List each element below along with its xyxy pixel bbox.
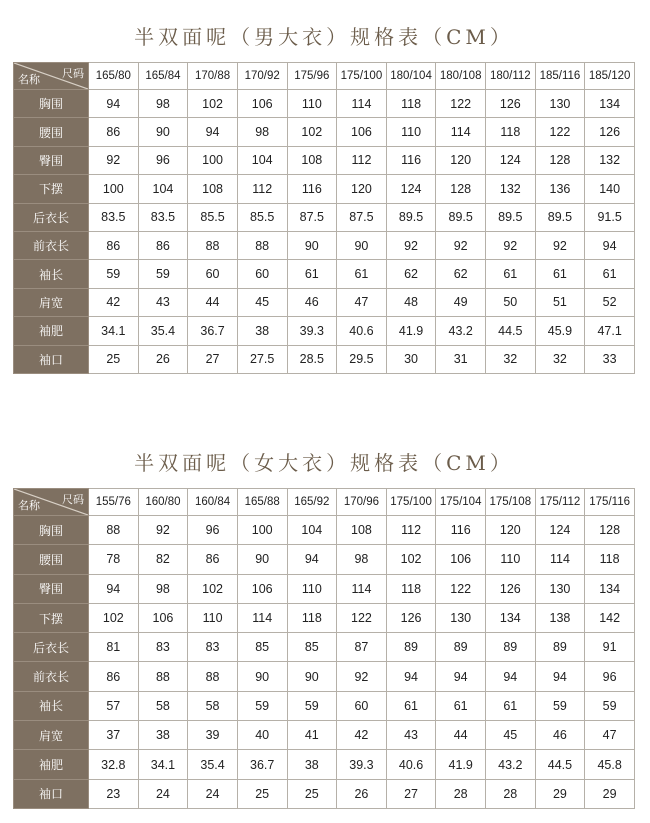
measurement-value: 134 — [585, 90, 635, 118]
measurement-value: 114 — [535, 545, 585, 574]
measurement-name: 后衣长 — [14, 203, 89, 231]
measurement-value: 89 — [486, 633, 536, 662]
measurement-value: 44.5 — [486, 317, 536, 345]
table-row — [14, 231, 635, 259]
measurement-value: 37 — [89, 721, 139, 750]
measurement-value: 25 — [89, 345, 139, 373]
size-header: 175/104 — [436, 489, 486, 516]
measurement-value: 128 — [436, 175, 486, 203]
measurement-value: 122 — [436, 574, 486, 603]
measurement-value: 118 — [386, 574, 436, 603]
measurement-value: 102 — [287, 118, 337, 146]
table-row — [14, 118, 635, 146]
measurement-value: 32 — [486, 345, 536, 373]
corner-name-label: 名称 — [18, 73, 40, 86]
measurement-value: 122 — [337, 603, 387, 632]
measurement-value: 92 — [386, 231, 436, 259]
measurement-value: 59 — [535, 691, 585, 720]
measurement-value: 124 — [486, 146, 536, 174]
measurement-value: 88 — [237, 231, 287, 259]
measurement-value: 124 — [535, 516, 585, 545]
measurement-value: 35.4 — [138, 317, 188, 345]
measurement-value: 43 — [386, 721, 436, 750]
measurement-value: 96 — [585, 662, 635, 691]
measurement-value: 43 — [138, 288, 188, 316]
measurement-value: 40 — [237, 721, 287, 750]
measurement-value: 33 — [585, 345, 635, 373]
measurement-value: 116 — [287, 175, 337, 203]
measurement-name: 袖长 — [14, 691, 89, 720]
measurement-name: 肩宽 — [14, 721, 89, 750]
measurement-value: 45 — [486, 721, 536, 750]
size-header: 180/112 — [486, 63, 536, 90]
table-row — [14, 750, 635, 779]
measurement-name: 袖口 — [14, 779, 89, 808]
measurement-value: 62 — [386, 260, 436, 288]
size-header: 165/80 — [89, 63, 139, 90]
table-row — [14, 603, 635, 632]
measurement-value: 138 — [535, 603, 585, 632]
measurement-value: 38 — [138, 721, 188, 750]
measurement-value: 118 — [386, 90, 436, 118]
measurement-value: 132 — [585, 146, 635, 174]
size-header: 165/84 — [138, 63, 188, 90]
measurement-value: 110 — [287, 574, 337, 603]
measurement-value: 102 — [89, 603, 139, 632]
measurement-value: 58 — [138, 691, 188, 720]
measurement-value: 34.1 — [138, 750, 188, 779]
measurement-value: 61 — [585, 260, 635, 288]
measurement-value: 91.5 — [585, 203, 635, 231]
measurement-name: 腰围 — [14, 545, 89, 574]
measurement-value: 29.5 — [337, 345, 387, 373]
measurement-value: 86 — [89, 662, 139, 691]
measurement-value: 130 — [535, 574, 585, 603]
measurement-value: 90 — [287, 231, 337, 259]
measurement-value: 126 — [386, 603, 436, 632]
measurement-value: 86 — [188, 545, 238, 574]
measurement-value: 122 — [436, 90, 486, 118]
size-header: 185/120 — [585, 63, 635, 90]
measurement-value: 142 — [585, 603, 635, 632]
measurement-value: 45.9 — [535, 317, 585, 345]
measurement-value: 60 — [188, 260, 238, 288]
measurement-value: 62 — [436, 260, 486, 288]
measurement-name: 下摆 — [14, 603, 89, 632]
measurement-value: 42 — [337, 721, 387, 750]
measurement-value: 27.5 — [237, 345, 287, 373]
measurement-value: 92 — [138, 516, 188, 545]
measurement-value: 41 — [287, 721, 337, 750]
measurement-value: 104 — [287, 516, 337, 545]
size-header: 180/108 — [436, 63, 486, 90]
measurement-value: 130 — [436, 603, 486, 632]
measurement-value: 94 — [486, 662, 536, 691]
measurement-value: 39 — [188, 721, 238, 750]
measurement-value: 116 — [436, 516, 486, 545]
measurement-value: 108 — [287, 146, 337, 174]
measurement-value: 26 — [337, 779, 387, 808]
measurement-name: 肩宽 — [14, 288, 89, 316]
table-row — [14, 260, 635, 288]
measurement-value: 61 — [535, 260, 585, 288]
size-header: 160/84 — [188, 489, 238, 516]
measurement-value: 90 — [287, 662, 337, 691]
measurement-value: 140 — [585, 175, 635, 203]
measurement-value: 114 — [337, 574, 387, 603]
measurement-value: 130 — [535, 90, 585, 118]
measurement-value: 85.5 — [188, 203, 238, 231]
table-row — [14, 574, 635, 603]
table-row — [14, 779, 635, 808]
measurement-value: 136 — [535, 175, 585, 203]
table-row — [14, 633, 635, 662]
table-row — [14, 175, 635, 203]
measurement-value: 86 — [89, 118, 139, 146]
measurement-name: 胸围 — [14, 90, 89, 118]
measurement-value: 85.5 — [237, 203, 287, 231]
measurement-value: 126 — [585, 118, 635, 146]
measurement-value: 100 — [188, 146, 238, 174]
measurement-value: 61 — [287, 260, 337, 288]
measurement-value: 60 — [337, 691, 387, 720]
measurement-value: 47.1 — [585, 317, 635, 345]
measurement-value: 26 — [138, 345, 188, 373]
measurement-value: 102 — [188, 90, 238, 118]
measurement-value: 57 — [89, 691, 139, 720]
measurement-name: 下摆 — [14, 175, 89, 203]
measurement-value: 92 — [337, 662, 387, 691]
measurement-value: 94 — [89, 90, 139, 118]
table-row — [14, 317, 635, 345]
measurement-value: 36.7 — [237, 750, 287, 779]
table-row — [14, 721, 635, 750]
table-row — [14, 90, 635, 118]
measurement-value: 89.5 — [386, 203, 436, 231]
measurement-value: 61 — [436, 691, 486, 720]
measurement-value: 45.8 — [585, 750, 635, 779]
measurement-value: 52 — [585, 288, 635, 316]
measurement-value: 30 — [386, 345, 436, 373]
table-row — [14, 691, 635, 720]
measurement-value: 83 — [138, 633, 188, 662]
measurement-value: 45 — [237, 288, 287, 316]
measurement-value: 114 — [436, 118, 486, 146]
measurement-value: 46 — [287, 288, 337, 316]
measurement-value: 61 — [486, 691, 536, 720]
corner-header-cell — [14, 63, 89, 90]
measurement-value: 59 — [89, 260, 139, 288]
size-header: 175/108 — [486, 489, 536, 516]
measurement-name: 腰围 — [14, 118, 89, 146]
measurement-value: 110 — [188, 603, 238, 632]
measurement-value: 108 — [188, 175, 238, 203]
measurement-value: 59 — [237, 691, 287, 720]
measurement-value: 126 — [486, 574, 536, 603]
size-header: 170/92 — [237, 63, 287, 90]
measurement-value: 110 — [386, 118, 436, 146]
measurement-value: 92 — [436, 231, 486, 259]
measurement-value: 28.5 — [287, 345, 337, 373]
measurement-value: 85 — [287, 633, 337, 662]
measurement-value: 49 — [436, 288, 486, 316]
measurement-value: 47 — [337, 288, 387, 316]
women-coat-spec-section — [13, 448, 635, 809]
measurement-value: 86 — [89, 231, 139, 259]
measurement-name: 袖口 — [14, 345, 89, 373]
measurement-value: 106 — [138, 603, 188, 632]
men-table-title: 半双面呢（男大衣）规格表（CM） — [134, 25, 514, 49]
men-coat-spec-section — [13, 22, 635, 374]
measurement-value: 128 — [535, 146, 585, 174]
measurement-name: 前衣长 — [14, 662, 89, 691]
measurement-value: 100 — [89, 175, 139, 203]
measurement-value: 83.5 — [138, 203, 188, 231]
measurement-value: 94 — [188, 118, 238, 146]
measurement-value: 122 — [535, 118, 585, 146]
measurement-value: 29 — [535, 779, 585, 808]
measurement-value: 90 — [337, 231, 387, 259]
corner-name-label: 名称 — [18, 499, 40, 512]
measurement-value: 25 — [287, 779, 337, 808]
measurement-value: 87 — [337, 633, 387, 662]
measurement-value: 25 — [237, 779, 287, 808]
measurement-value: 108 — [337, 516, 387, 545]
measurement-value: 104 — [138, 175, 188, 203]
measurement-value: 59 — [287, 691, 337, 720]
measurement-value: 126 — [486, 90, 536, 118]
measurement-value: 106 — [337, 118, 387, 146]
measurement-value: 85 — [237, 633, 287, 662]
measurement-value: 40.6 — [386, 750, 436, 779]
women-table-title: 半双面呢（女大衣）规格表（CM） — [134, 451, 514, 475]
measurement-value: 92 — [535, 231, 585, 259]
measurement-value: 48 — [386, 288, 436, 316]
measurement-value: 94 — [585, 231, 635, 259]
measurement-value: 104 — [237, 146, 287, 174]
table-row — [14, 545, 635, 574]
measurement-value: 61 — [386, 691, 436, 720]
size-header: 165/88 — [237, 489, 287, 516]
measurement-value: 94 — [386, 662, 436, 691]
measurement-value: 89 — [535, 633, 585, 662]
size-header: 175/112 — [535, 489, 585, 516]
measurement-value: 43.2 — [486, 750, 536, 779]
measurement-value: 114 — [337, 90, 387, 118]
measurement-value: 102 — [188, 574, 238, 603]
measurement-value: 92 — [89, 146, 139, 174]
size-header: 175/100 — [386, 489, 436, 516]
measurement-value: 47 — [585, 721, 635, 750]
measurement-value: 128 — [585, 516, 635, 545]
measurement-value: 32.8 — [89, 750, 139, 779]
size-header: 155/76 — [89, 489, 139, 516]
measurement-value: 32 — [535, 345, 585, 373]
measurement-value: 132 — [486, 175, 536, 203]
size-header: 180/104 — [386, 63, 436, 90]
measurement-value: 89 — [436, 633, 486, 662]
measurement-value: 112 — [386, 516, 436, 545]
measurement-value: 124 — [386, 175, 436, 203]
measurement-value: 50 — [486, 288, 536, 316]
measurement-value: 88 — [138, 662, 188, 691]
table-row — [14, 662, 635, 691]
table-row — [14, 516, 635, 545]
measurement-value: 28 — [436, 779, 486, 808]
size-header: 185/116 — [535, 63, 585, 90]
measurement-name: 前衣长 — [14, 231, 89, 259]
table-row — [14, 203, 635, 231]
corner-size-label: 尺码 — [62, 67, 84, 80]
measurement-value: 120 — [486, 516, 536, 545]
measurement-value: 89.5 — [486, 203, 536, 231]
measurement-value: 44.5 — [535, 750, 585, 779]
measurement-name: 袖肥 — [14, 317, 89, 345]
measurement-value: 59 — [138, 260, 188, 288]
measurement-value: 61 — [337, 260, 387, 288]
measurement-value: 102 — [386, 545, 436, 574]
measurement-value: 118 — [486, 118, 536, 146]
measurement-value: 59 — [585, 691, 635, 720]
measurement-value: 96 — [188, 516, 238, 545]
size-header: 175/116 — [585, 489, 635, 516]
size-header: 170/96 — [337, 489, 387, 516]
measurement-value: 27 — [188, 345, 238, 373]
measurement-value: 120 — [436, 146, 486, 174]
corner-header-cell — [14, 489, 89, 516]
measurement-value: 94 — [535, 662, 585, 691]
measurement-value: 78 — [89, 545, 139, 574]
measurement-value: 51 — [535, 288, 585, 316]
size-header: 175/100 — [337, 63, 387, 90]
size-header: 175/96 — [287, 63, 337, 90]
measurement-value: 39.3 — [337, 750, 387, 779]
measurement-value: 46 — [535, 721, 585, 750]
measurement-value: 106 — [436, 545, 486, 574]
measurement-value: 106 — [237, 90, 287, 118]
measurement-value: 91 — [585, 633, 635, 662]
measurement-value: 61 — [486, 260, 536, 288]
measurement-value: 39.3 — [287, 317, 337, 345]
measurement-value: 98 — [138, 574, 188, 603]
measurement-value: 44 — [436, 721, 486, 750]
size-header: 160/80 — [138, 489, 188, 516]
measurement-value: 134 — [486, 603, 536, 632]
measurement-value: 114 — [237, 603, 287, 632]
measurement-value: 83 — [188, 633, 238, 662]
measurement-value: 90 — [237, 662, 287, 691]
measurement-value: 88 — [188, 231, 238, 259]
measurement-value: 43.2 — [436, 317, 486, 345]
measurement-name: 臀围 — [14, 146, 89, 174]
measurement-value: 112 — [237, 175, 287, 203]
measurement-value: 34.1 — [89, 317, 139, 345]
measurement-value: 87.5 — [337, 203, 387, 231]
measurement-value: 58 — [188, 691, 238, 720]
measurement-value: 28 — [486, 779, 536, 808]
men-spec-table — [13, 62, 635, 374]
measurement-value: 94 — [436, 662, 486, 691]
measurement-value: 98 — [138, 90, 188, 118]
measurement-value: 41.9 — [386, 317, 436, 345]
measurement-value: 100 — [237, 516, 287, 545]
corner-size-label: 尺码 — [62, 493, 84, 506]
measurement-value: 24 — [138, 779, 188, 808]
measurement-value: 89.5 — [436, 203, 486, 231]
measurement-value: 41.9 — [436, 750, 486, 779]
measurement-value: 35.4 — [188, 750, 238, 779]
measurement-value: 90 — [138, 118, 188, 146]
measurement-name: 后衣长 — [14, 633, 89, 662]
size-header: 170/88 — [188, 63, 238, 90]
measurement-value: 94 — [287, 545, 337, 574]
measurement-value: 81 — [89, 633, 139, 662]
measurement-value: 87.5 — [287, 203, 337, 231]
measurement-value: 92 — [486, 231, 536, 259]
table-row — [14, 146, 635, 174]
measurement-value: 90 — [237, 545, 287, 574]
measurement-value: 40.6 — [337, 317, 387, 345]
measurement-value: 89.5 — [535, 203, 585, 231]
women-spec-table — [13, 488, 635, 809]
measurement-value: 82 — [138, 545, 188, 574]
measurement-value: 36.7 — [188, 317, 238, 345]
measurement-value: 86 — [138, 231, 188, 259]
measurement-value: 42 — [89, 288, 139, 316]
measurement-value: 60 — [237, 260, 287, 288]
measurement-value: 98 — [237, 118, 287, 146]
measurement-value: 89 — [386, 633, 436, 662]
measurement-value: 116 — [386, 146, 436, 174]
measurement-name: 袖肥 — [14, 750, 89, 779]
measurement-value: 83.5 — [89, 203, 139, 231]
measurement-value: 29 — [585, 779, 635, 808]
measurement-value: 96 — [138, 146, 188, 174]
table-row — [14, 288, 635, 316]
measurement-value: 94 — [89, 574, 139, 603]
measurement-value: 110 — [287, 90, 337, 118]
measurement-value: 120 — [337, 175, 387, 203]
measurement-value: 88 — [89, 516, 139, 545]
measurement-value: 110 — [486, 545, 536, 574]
measurement-name: 臀围 — [14, 574, 89, 603]
measurement-value: 88 — [188, 662, 238, 691]
measurement-value: 38 — [287, 750, 337, 779]
measurement-value: 27 — [386, 779, 436, 808]
measurement-value: 118 — [585, 545, 635, 574]
measurement-value: 24 — [188, 779, 238, 808]
measurement-name: 胸围 — [14, 516, 89, 545]
measurement-value: 106 — [237, 574, 287, 603]
measurement-value: 98 — [337, 545, 387, 574]
measurement-value: 31 — [436, 345, 486, 373]
measurement-value: 112 — [337, 146, 387, 174]
measurement-value: 23 — [89, 779, 139, 808]
measurement-value: 134 — [585, 574, 635, 603]
size-header: 165/92 — [287, 489, 337, 516]
measurement-value: 118 — [287, 603, 337, 632]
measurement-name: 袖长 — [14, 260, 89, 288]
measurement-value: 38 — [237, 317, 287, 345]
measurement-value: 44 — [188, 288, 238, 316]
table-row — [14, 345, 635, 373]
